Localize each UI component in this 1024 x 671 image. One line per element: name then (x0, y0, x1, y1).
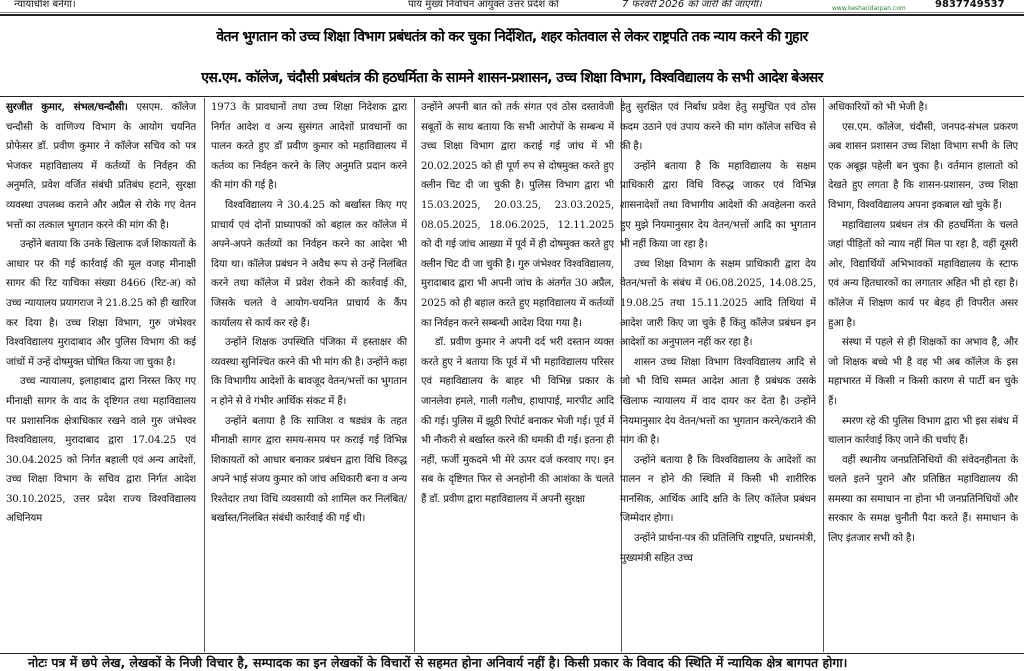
strip-left-text: न्यायाधीश बनेगा। (14, 0, 76, 10)
headline-rule (0, 96, 1024, 97)
strip-middle-text: पाय मुख्य निर्वाचन आयुक्त उत्तर प्रदेश को (408, 0, 559, 10)
website-text: www.kesharidarpan.com (832, 5, 906, 12)
strip-right-text: 7 फरवरी 2026 को जारी की जाएगी। (622, 0, 762, 10)
article-column-2 (211, 98, 407, 652)
paragraph: डॉ. प्रवीण कुमार ने अपनी दर्द भरी दस्तान व्यक्त करते हुए ने बताया कि पूर्व में भी महाविद्यालय परिसर एवं महाविद्यालय के बाहर भी विभिन्न प्रकार के जानलेवा हमले, गाली गलौच, हाथापाई, मारपीट आदि की गई। पुलिस में झूठी रिपोर्ट बनाकर भेजी गई। पूर्व में भी नौकरी से बर्खास्त करने की धमकी दी गई। इतना ही नहीं, फर्जी मुकदमे भी मेरे ऊपर दर्ज करवाए गए। इन सब के दृष्टिगत फिर से अनहोनी की आशंका के चलते हैं डॉ. प्रवीण द्वारा महाविद्यालय में अपनी सुरक्षा (421, 337, 614, 505)
paragraph: महाविद्यालय प्रबंधन तंत्र की हठधर्मिता के चलते जहां पीड़ितों को न्याय नहीं मिल पा रहा है, वहीं दूसरी ओर, विद्यार्थियों अभिभावकों महाविद्यालय के स्टाफ एवं अन्य हितधारकों का लगातार अहित भी हो रहा है। कॉलेज में शिक्षण कार्य पर बेहद ही विपरीत असर हुआ है। (828, 219, 1018, 329)
paragraph: संस्था में पहले से ही शिक्षकों का अभाव है, और जो शिक्षक बच्चे भी है वह भी अब कॉलेज के इस महाभारत में किसी न किसी कारण से पार्टी बन चुके हैं। (828, 337, 1018, 407)
paragraph: उच्च न्यायालय, इलाहाबाद द्वारा निरस्त किए गए मीनाक्षी सागर के वाद के दृष्टिगत तथा महाविद्यालय पर प्रशासनिक क्षेत्राधिकार रखने वाले गुरु जंभेश्वर विश्वविद्यालय, मुरादाबाद द्वारा 17.04.25 एवं 30.04.2025 को निर्गत बहाली एवं अन्य आदेशों, उच्च शिक्षा विभाग के सचिव द्वारा निर्गत आदेश 30.10.2025, उत्तर प्रदेश राज्य विश्वविद्यालय अधिनियम (6, 376, 196, 525)
paragraph: 1973 के प्रावधानों तथा उच्च शिक्षा निदेशक द्वारा निर्गत आदेश व अन्य सुसंगत आदेशों प्रावधानों का पालन करते हुए डॉ प्रवीण कुमार को महाविद्यालय में कर्तव्य का निर्वहन करने के लिए अनुमति प्रदान करने की मांग की गई है। (211, 102, 407, 192)
phone-number: 9837749537 (935, 0, 1005, 10)
masthead-strip (0, 0, 1024, 13)
paragraph: विश्वविद्यालय ने 30.4.25 को बर्खास्त किए गए प्राचार्य एवं दोनों प्राध्यापकों को बहाल कर कॉलेज में अपने-अपने कर्तव्यों का निर्वहन करने का आदेश भी दिया था। कॉलेज प्रबंधन ने अवैध रूप से उन्हें निलंबित करने तथा कॉलेज में प्रवेश रोकने की कार्रवाई की, जिसके चलते वे आयोग-चयनित प्राचार्य के कैंप कार्यालय से कार्य कर रहे हैं। (211, 199, 407, 329)
article-column-4 (620, 98, 816, 652)
paragraph: उन्होंने शिक्षक उपस्थिति पंजिका में हस्ताक्षर की व्यवस्था सुनिश्चित करने की भी मांग की है। उन्होंने कहा कि विभागीय आदेशों के बावजूद वेतन/भत्तों का भुगतान न होने से वे गंभीर आर्थिक संकट में हैं। (211, 337, 407, 407)
column-divider (823, 98, 824, 652)
headline-secondary: एस.एम. कॉलेज, चंदौसी प्रबंधतंत्र की हठधर्मिता के सामने शासन-प्रशासन, उच्च शिक्षा विभाग, विश्वविद्यालय के सभी आदेश बेअसर (201, 70, 823, 86)
byline: सुरजीत कुमार, संभल/चन्दौसी। (6, 101, 128, 113)
article-body (6, 98, 1018, 652)
article-column-5 (828, 98, 1018, 652)
column-divider (414, 98, 415, 652)
paragraph: अधिकारियों को भी भेजी है। (828, 102, 928, 113)
paragraph: शासन उच्च शिक्षा विभाग विश्वविद्यालय आदि से जो भी विधि सम्मत आदेश आता है प्रबंधक उसके खिलाफ न्यायालय में वाद दायर कर देता है। उन्होंने नियमानुसार देय वेतन/भत्तों का भुगतान करने/कराने की मांग की है। (620, 356, 816, 447)
paragraph: एसएम. कॉलेज चन्दौसी के वाणिज्य विभाग के आयोग चयनित प्रोफेसर डॉ. प्रवीण कुमार ने कॉलेज सचिव को पत्र भेजकर महाविद्यालय में कर्तव्यों के निर्वहन की अनुमति, प्रवेश वर्जित संबंधी प्रतिबंध हटाने, सुरक्षा व्यवस्था उपलब्ध कराने और अप्रैल से रोके गए वेतन भत्तों का तत्काल भुगतान करने की मांग की है। (6, 102, 196, 231)
paragraph: उन्होंने बताया है कि महाविद्यालय के सक्षम प्राधिकारी द्वारा विधि विरुद्ध जाकर एवं विभिन्न शासनादेशों तथा विभागीय आदेशों की अवहेलना करते हुए मुझे नियमानुसार देय वेतन/भत्तों आदि का भुगतान भी नहीं किया जा रहा है। (620, 160, 816, 251)
footer-disclaimer: नोटः पत्र में छपे लेख, लेखकों के निजी विचार है, सम्पादक का इन लेखकों के विचारों से सहमत होना अनिवार्य नहीं है। किसी प्रकार के विवाद की स्थिति में न्यायिक क्षेत्र बागपत होगा। (0, 653, 1024, 671)
paragraph: उच्च शिक्षा विभाग के सक्षम प्राधिकारी द्वारा देय वेतन/भत्तों के संबंध में 06.08.2025, 14.08.25, 19.08.25 तथा 15.11.2025 आदि तिथियां में आदेश जारी किए जा चुके हैं किंतु कॉलेज प्रबंधन इन आदेशों का अनुपालन नहीं कर रहा है। (620, 258, 816, 349)
headline-primary: वेतन भुगतान को उच्च शिक्षा विभाग प्रबंधतंत्र को कर चुका निर्देशित, शहर कोतवाल से लेकर राष्ट्रपति तक न्याय करने की गुहार (216, 29, 808, 45)
article-column-1 (6, 98, 196, 652)
top-rule (0, 14, 1024, 16)
paragraph: हेतु सुरक्षित एवं निर्बाध प्रवेश हेतु समुचित एवं ठोस कदम उठाने एवं उपाय करने की मांग कॉलेज सचिव से की है। (620, 102, 816, 153)
paragraph: उन्होंने बताया है कि विश्वविद्यालय के आदेशों का पालन न होने की स्थिति में किसी भी शारीरिक मानसिक, आर्थिक आदि क्षति के लिए कॉलेज प्रबंधन जिम्मेदार होगा। (620, 454, 816, 525)
paragraph: एस.एम. कॉलेज, चंदौसी, जनपद-संभल प्रकरण अब शासन प्रशासन उच्च शिक्षा विभाग सभी के लिए एक अबूझ पहेली बन चुका है। वर्तमान हालातो को देखते हुए लगता है कि शासन-प्रशासन, उच्च शिक्षा विभाग, विश्वविद्यालय अपना इकबाल खो चुके हैं। (828, 121, 1018, 211)
paragraph: उन्होंने अपनी बात को तर्क संगत एवं ठोस दस्तावेजी सबूतों के साथ बताया कि सभी आरोपों के सम्बन्ध में उच्च शिक्षा विभाग द्वारा कराई गई जांच में भी 20.02.2025 को ही पूर्ण रुप से दोषमुक्त करते हुए क्लीन चिट दी जा चुकी है। पुलिस विभाग द्वारा भी 15.03.2025, 20.03.25, 23.03.2025, 08.05.2025, 18.06.2025, 12.11.2025 को दी गई जांच आख्या में पूर्व में ही दोषमुक्त करते हुए क्लीन चिट दी जा चुकी है। गुरु जंभेश्वर विश्वविद्यालय, मुरादाबाद द्वारा भी अपनी जांच के अंतर्गत 30 अप्रैल, 2025 को ही बहाल करते हुए महाविद्यालय में कर्तव्यों का निर्वहन करने सम्बन्धी आदेश दिया गया है। (421, 102, 614, 329)
paragraph: स्मरण रहे की पुलिस विभाग द्वारा भी इस संबंध में चालान कार्रवाई किए जाने की चर्चाएं हैं। (828, 415, 1018, 447)
article-column-3 (421, 98, 614, 652)
paragraph: उन्होंने बताया है कि साजिश व षड्यंत्र के तहत मीनाक्षी सागर द्वारा समय-समय पर कराई गई विभिन्न शिकायतों को आधार बनाकर प्रबंधन द्वारा विधि विरुद्ध अपने भाई संजय कुमार को जांच अधिकारी बना व अन्य रिश्तेदार तथा विधि व्यवसायी को शामिल कर निलंबित/बर्खास्त/निलंबित संबंधी कार्रवाई की गई थी। (211, 415, 407, 525)
paragraph: वहीं स्थानीय जनप्रतिनिधियों की संवेदनहीनता के चलते इतने पुराने और प्रतिष्ठित महाविद्यालय की समस्या का समाधान ना होना भी जनप्रतिनिधियों और सरकार के समक्ष चुनौती पैदा करते हैं। समाधान के लिए इंतजार सभी को है। (828, 454, 1018, 545)
paragraph: उन्होंने बताया कि उनके खिलाफ दर्ज शिकायतों के आधार पर की गई कार्रवाई की मूल वजह मीनाक्षी सागर की रिट याचिका संख्या 8466 (रिट-अ) को उच्च न्यायालय प्रयागराज ने 21.8.25 को ही खारिज कर दिया है। उच्च शिक्षा विभाग, गुरु जंभेश्वर विश्वविद्यालय मुरादाबाद और पुलिस विभाग की कई जांचों में उन्हें दोषमुक्त घोषित किया जा चुका है। (6, 239, 196, 368)
paragraph: उन्होंने प्रार्थना-पत्र की प्रतिलिपि राष्ट्रपति, प्रधानमंत्री, मुख्यमंत्री सहित उच्च (620, 533, 816, 564)
column-divider (204, 98, 205, 652)
